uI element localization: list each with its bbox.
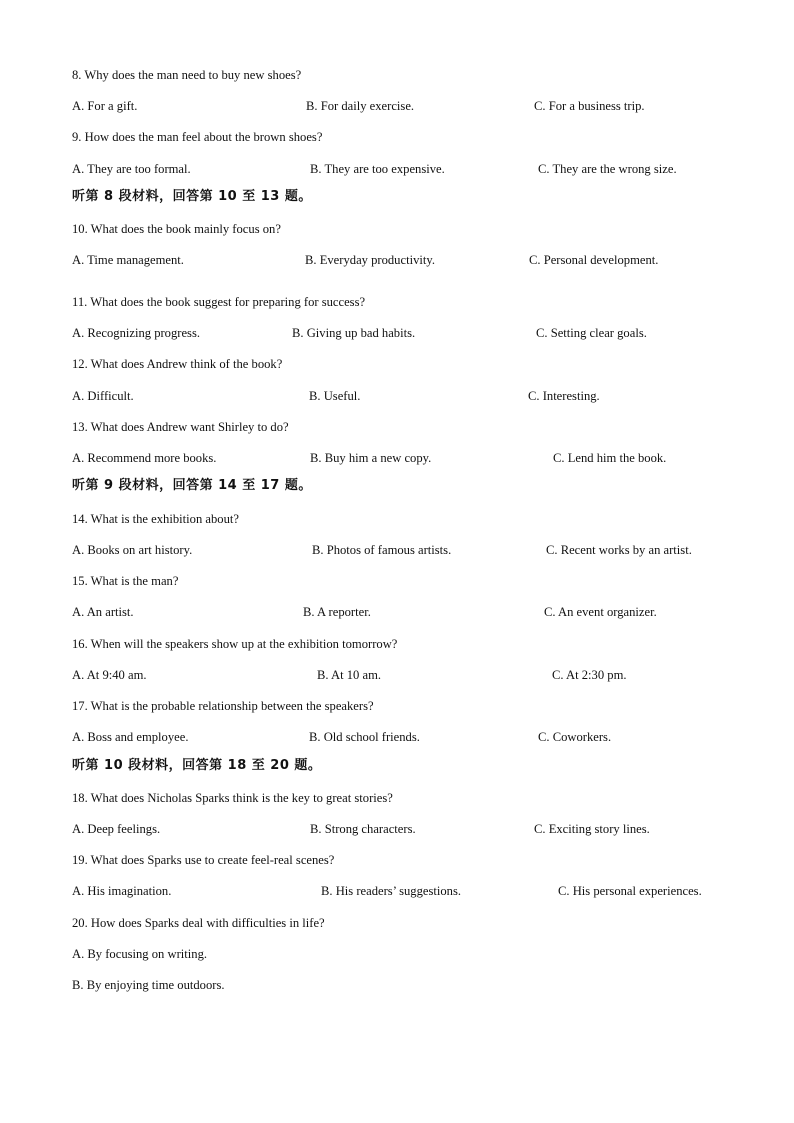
question-11: 11. What does the book suggest for preparing for success?: [72, 295, 366, 309]
section-heading: 听第 10 段材料，回答第 18 至 20 题。: [72, 758, 322, 773]
option-b: B. They are too expensive.: [310, 162, 445, 176]
option-a: A. Difficult.: [72, 389, 134, 403]
option-c: C. They are the wrong size.: [538, 162, 677, 176]
question-14: 14. What is the exhibition about?: [72, 512, 239, 526]
option-a: A. An artist.: [72, 605, 134, 619]
option-c: C. Setting clear goals.: [536, 326, 647, 340]
question-20: 20. How does Sparks deal with difficulties in life?: [72, 916, 325, 930]
option-b: B. Photos of famous artists.: [312, 543, 452, 557]
option-c: C. His personal experiences.: [558, 884, 702, 898]
option-a: A. Boss and employee.: [72, 730, 189, 744]
option-a: A. For a gift.: [72, 99, 138, 113]
option-a: A. Deep feelings.: [72, 822, 161, 836]
option-b: B. For daily exercise.: [306, 99, 415, 113]
section-heading: 听第 9 段材料，回答第 14 至 17 题。: [72, 478, 312, 493]
option-a: A. At 9:40 am.: [72, 668, 147, 682]
option-b: B. Useful.: [309, 389, 361, 403]
option-b: B. A reporter.: [303, 605, 371, 619]
option-c: C. An event organizer.: [544, 605, 657, 619]
question-16: 16. When will the speakers show up at the exhibition tomorrow?: [72, 637, 398, 651]
option-c: C. For a business trip.: [534, 99, 645, 113]
section-heading: 听第 8 段材料，回答第 10 至 13 题。: [72, 189, 312, 204]
option-a: A. Recognizing progress.: [72, 326, 201, 340]
question-13: 13. What does Andrew want Shirley to do?: [72, 420, 289, 434]
option-b: B. By enjoying time outdoors.: [72, 978, 225, 992]
option-b: B. Strong characters.: [310, 822, 416, 836]
question-8: 8. Why does the man need to buy new shoes?: [72, 68, 302, 82]
question-9: 9. How does the man feel about the brown shoes?: [72, 130, 323, 144]
question-17: 17. What is the probable relationship between the speakers?: [72, 699, 374, 713]
option-c: C. Lend him the book.: [553, 451, 667, 465]
question-15: 15. What is the man?: [72, 574, 179, 588]
option-c: C. Interesting.: [528, 389, 600, 403]
option-a: A. They are too formal.: [72, 162, 191, 176]
option-a: A. By focusing on writing.: [72, 947, 208, 961]
option-b: B. Giving up bad habits.: [292, 326, 416, 340]
question-10: 10. What does the book mainly focus on?: [72, 222, 281, 236]
option-b: B. Buy him a new copy.: [310, 451, 432, 465]
option-c: C. Personal development.: [529, 253, 659, 267]
option-b: B. Old school friends.: [309, 730, 420, 744]
option-c: C. Recent works by an artist.: [546, 543, 692, 557]
question-18: 18. What does Nicholas Sparks think is the key to great stories?: [72, 791, 393, 805]
option-a: A. Books on art history.: [72, 543, 193, 557]
question-19: 19. What does Sparks use to create feel-real scenes?: [72, 853, 335, 867]
question-12: 12. What does Andrew think of the book?: [72, 357, 283, 371]
option-c: C. At 2:30 pm.: [552, 668, 627, 682]
option-b: B. At 10 am.: [317, 668, 382, 682]
option-a: A. Time management.: [72, 253, 184, 267]
option-a: A. His imagination.: [72, 884, 172, 898]
option-c: C. Coworkers.: [538, 730, 612, 744]
option-c: C. Exciting story lines.: [534, 822, 650, 836]
option-b: B. His readers’ suggestions.: [321, 884, 462, 898]
option-b: B. Everyday productivity.: [305, 253, 435, 267]
option-a: A. Recommend more books.: [72, 451, 217, 465]
